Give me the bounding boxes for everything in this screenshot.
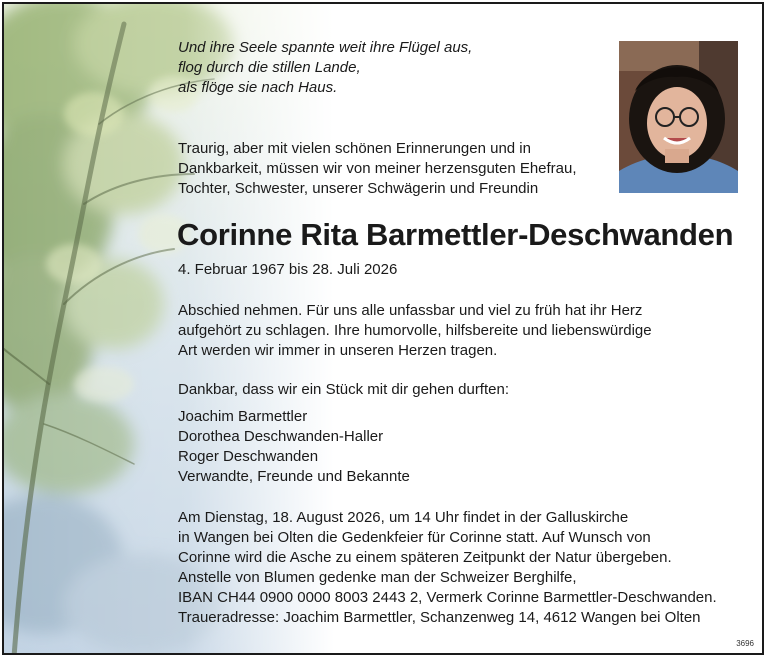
service-line: Traueradresse: Joachim Barmettler, Schanzenweg 14, 4612 Wangen bei Olten — [178, 609, 701, 626]
poem-line: Und ihre Seele spannte weit ihre Flügel aus, — [178, 39, 473, 56]
life-dates: 4. Februar 1967 bis 28. Juli 2026 — [178, 261, 398, 278]
service-line: Corinne wird die Asche zu einem späteren Zeitpunkt der Natur übergeben. — [178, 549, 672, 566]
mourner-name: Roger Deschwanden — [178, 448, 319, 465]
obituary-card — [2, 2, 764, 655]
poem-line: flog durch die stillen Lande, — [178, 59, 361, 76]
service-line: Am Dienstag, 18. August 2026, um 14 Uhr findet in der Galluskirche — [178, 509, 629, 526]
poem-line: als flöge sie nach Haus. — [178, 79, 338, 96]
intro-paragraph — [178, 139, 577, 199]
intro-line: Dankbarkeit, müssen wir von meiner herzensguten Ehefrau, — [178, 160, 577, 177]
intro-line: Traurig, aber mit vielen schönen Erinnerungen und in — [178, 140, 531, 157]
deceased-name: Corinne Rita Barmettler-Deschwanden — [177, 217, 734, 252]
portrait-photo — [619, 41, 738, 193]
farewell-paragraph — [178, 301, 652, 361]
mourner-name: Joachim Barmettler — [178, 408, 308, 425]
farewell-line: aufgehört zu schlagen. Ihre humorvolle, hilfsbereite und liebenswürdige — [178, 322, 652, 339]
mourner-name: Verwandte, Freunde und Bekannte — [178, 468, 410, 485]
intro-line: Tochter, Schwester, unserer Schwägerin und Freundin — [178, 180, 539, 197]
poem-verse — [178, 38, 472, 98]
service-details — [178, 508, 717, 628]
mourners-list — [178, 407, 410, 487]
ad-code: 3696 — [736, 639, 754, 648]
farewell-line: Abschied nehmen. Für uns alle unfassbar und viel zu früh hat ihr Herz — [178, 302, 643, 319]
farewell-line: Art werden wir immer in unseren Herzen tragen. — [178, 342, 498, 359]
service-line: IBAN CH44 0900 0000 8003 2443 2, Vermerk Corinne Barmettler-Deschwanden. — [178, 589, 717, 606]
service-line: Anstelle von Blumen gedenke man der Schweizer Berghilfe, — [178, 569, 577, 586]
gratitude-line: Dankbar, dass wir ein Stück mit dir gehen durften: — [178, 381, 509, 398]
mourner-name: Dorothea Deschwanden-Haller — [178, 428, 384, 445]
service-line: in Wangen bei Olten die Gedenkfeier für Corinne statt. Auf Wunsch von — [178, 529, 651, 546]
